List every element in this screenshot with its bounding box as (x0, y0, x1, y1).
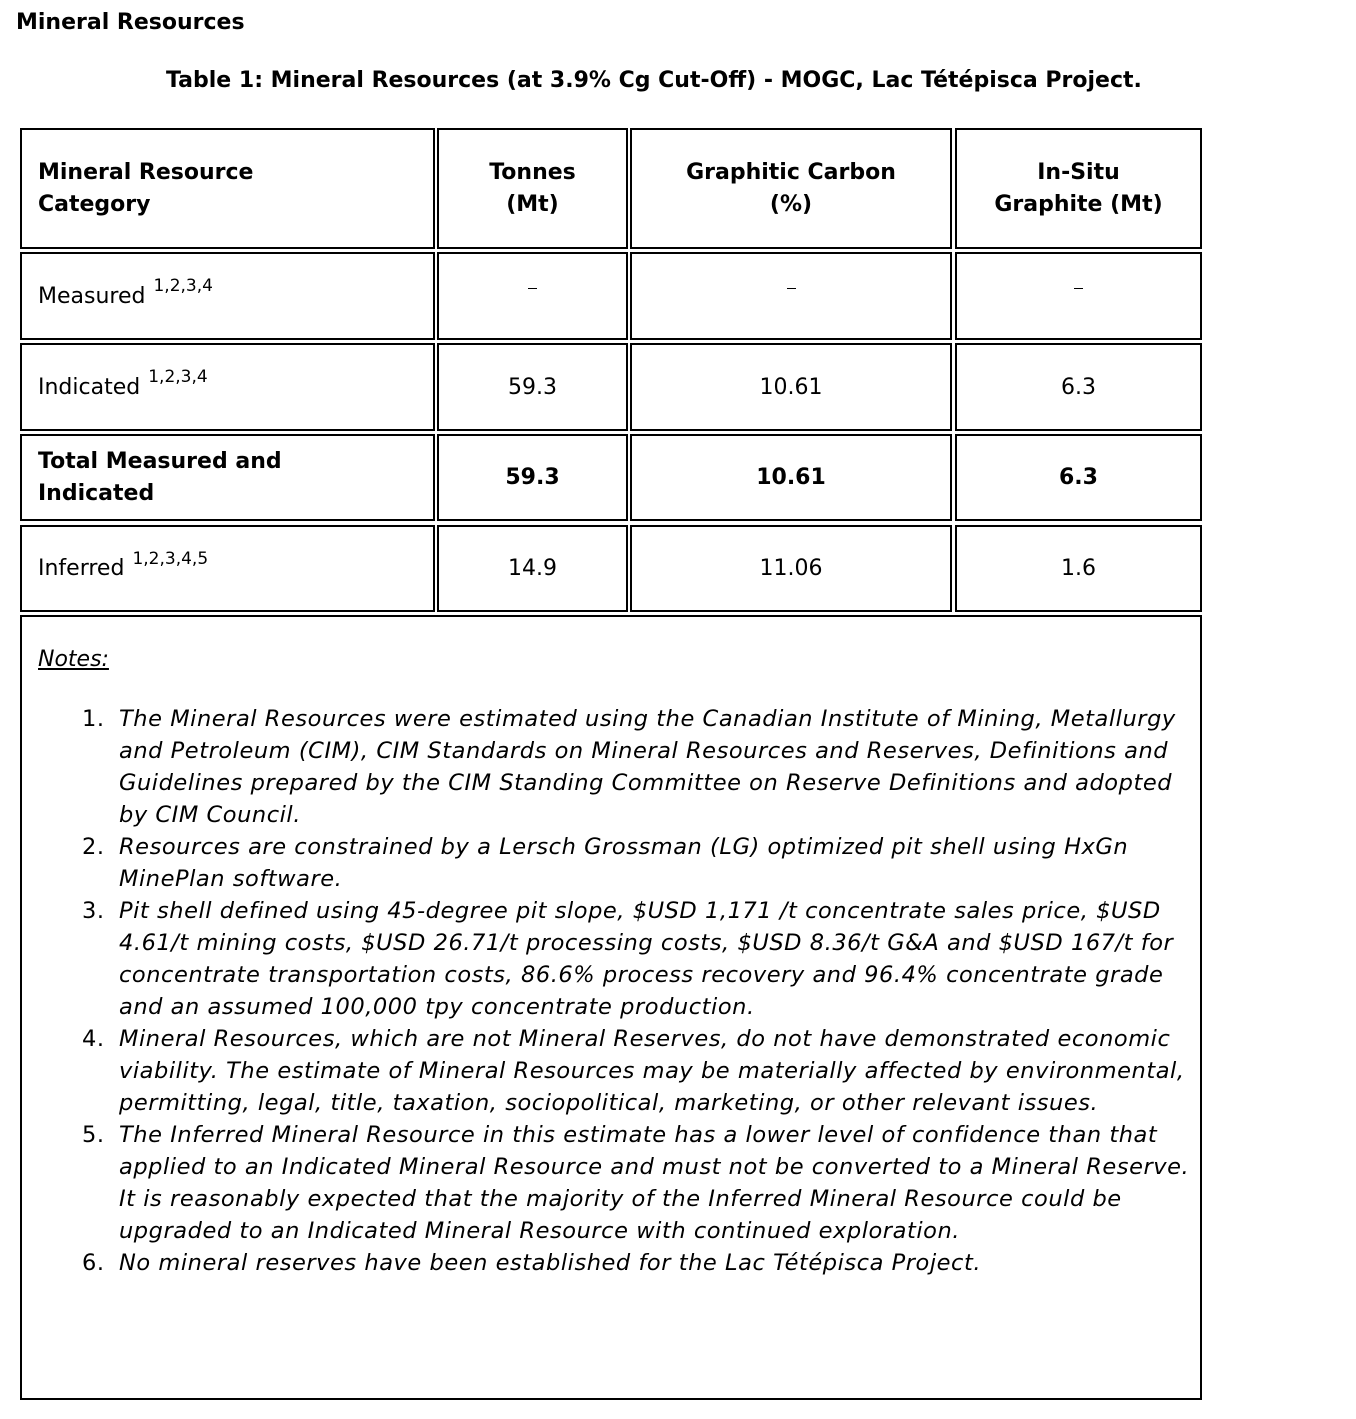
category-label: Inferred (38, 556, 125, 581)
row-measured-grade (630, 252, 952, 340)
header-in-situ-graphite (955, 128, 1202, 249)
row-total-tonnes (437, 434, 628, 521)
notes-reference: 1,2,3,4,5 (132, 548, 209, 569)
tonnes-value: 14.9 (508, 556, 557, 581)
note-item (82, 1119, 1192, 1247)
total-label-line1: Total Measured and (38, 448, 282, 474)
note-text: The Mineral Resources were estimated using the Canadian Institute of Mining, Metallurgy and Petroleum (CIM), CIM Standards on Mineral Resources and Reserves, Definitions and Guidelines prepared by the CIM Standing Committee on Reserve Definitions and adopted by CIM Council. (119, 706, 1176, 828)
empty-value-dash (1074, 288, 1083, 289)
category-label: Measured (38, 283, 146, 309)
table-caption: Table 1: Mineral Resources (at 3.9% Cg Cut-Off) - MOGC, Lac Tétépisca Project. (166, 68, 1142, 93)
empty-value-dash (787, 288, 796, 289)
graphite-value: 6.3 (1059, 465, 1098, 490)
note-item (82, 831, 1192, 895)
header-tonnes-line2: (Mt) (506, 191, 559, 217)
note-number: 1. (82, 706, 105, 732)
graphite-value: 6.3 (1061, 374, 1096, 400)
row-indicated-graphite (955, 343, 1202, 431)
category-label: Indicated (38, 374, 141, 400)
note-item (82, 1247, 1192, 1279)
note-text: No mineral reserves have been established for the Lac Tétépisca Project. (119, 1250, 982, 1276)
empty-value-dash (528, 288, 537, 289)
row-total-graphite (955, 434, 1202, 521)
header-tonnes (437, 128, 628, 249)
note-number: 2. (82, 834, 105, 860)
note-number: 3. (82, 898, 105, 924)
note-item (82, 1023, 1192, 1119)
row-inferred-graphite (955, 525, 1202, 612)
notes-title: Notes: (38, 647, 109, 672)
note-text: Pit shell defined using 45-degree pit slope, $USD 1,171 /t concentrate sales price, $USD 4.61/t mining costs, $USD 26.71/t processing costs, $USD 8.36/t G&A and $USD 167/t for concentrate transportation costs, 86.6% process recovery and 96.4% concentrate grade and an assumed 100,000 tpy concentrate production. (119, 898, 1174, 1020)
row-total-grade (630, 434, 952, 521)
grade-value: 10.61 (759, 374, 823, 400)
header-category-line2: Category (38, 191, 151, 217)
notes-section (20, 615, 1202, 1400)
row-indicated-grade (630, 343, 952, 431)
grade-value: 10.61 (756, 465, 826, 490)
note-text: Resources are constrained by a Lersch Grossman (LG) optimized pit shell using HxGn MinePlan software. (119, 834, 1129, 892)
row-total-category (20, 434, 435, 521)
tonnes-value: 59.3 (508, 374, 557, 400)
section-heading: Mineral Resources (16, 10, 245, 35)
note-number: 6. (82, 1250, 105, 1276)
note-number: 5. (82, 1122, 105, 1148)
header-grade-line1: Graphitic Carbon (686, 159, 896, 185)
note-item (82, 703, 1192, 831)
header-graphitic-carbon (630, 128, 952, 249)
total-label-line2: Indicated (38, 480, 155, 506)
row-inferred-tonnes (437, 525, 628, 612)
notes-reference: 1,2,3,4 (148, 367, 208, 387)
header-category (20, 128, 435, 249)
note-item (82, 895, 1192, 1023)
grade-value: 11.06 (759, 556, 823, 581)
header-graphite-line2: Graphite (Mt) (994, 191, 1163, 217)
tonnes-value: 59.3 (505, 465, 560, 490)
notes-list (82, 703, 1192, 1279)
graphite-value: 1.6 (1061, 556, 1096, 581)
row-inferred-category (20, 525, 435, 612)
header-category-line1: Mineral Resource (38, 159, 254, 185)
note-number: 4. (82, 1026, 105, 1052)
row-indicated-category (20, 343, 435, 431)
row-measured-graphite (955, 252, 1202, 340)
note-text: Mineral Resources, which are not Mineral Reserves, do not have demonstrated economic viability. The estimate of Mineral Resources may be materially affected by environmental, permitting, legal, title, taxation, sociopolitical, marketing, or other relevant issues. (119, 1026, 1185, 1116)
header-graphite-line1: In-Situ (1037, 159, 1120, 185)
header-grade-line2: (%) (769, 191, 813, 217)
row-inferred-grade (630, 525, 952, 612)
header-tonnes-line1: Tonnes (489, 159, 576, 185)
notes-reference: 1,2,3,4 (153, 276, 213, 296)
row-measured-category (20, 252, 435, 340)
note-text: The Inferred Mineral Resource in this estimate has a lower level of confidence than that applied to an Indicated Mineral Resource and must not be converted to a Mineral Reserve. It is reasonably expected that the majority of the Inferred Mineral Resource could be upgraded to an Indicated Mineral Resource with continued exploration. (119, 1122, 1190, 1244)
row-indicated-tonnes (437, 343, 628, 431)
row-measured-tonnes (437, 252, 628, 340)
